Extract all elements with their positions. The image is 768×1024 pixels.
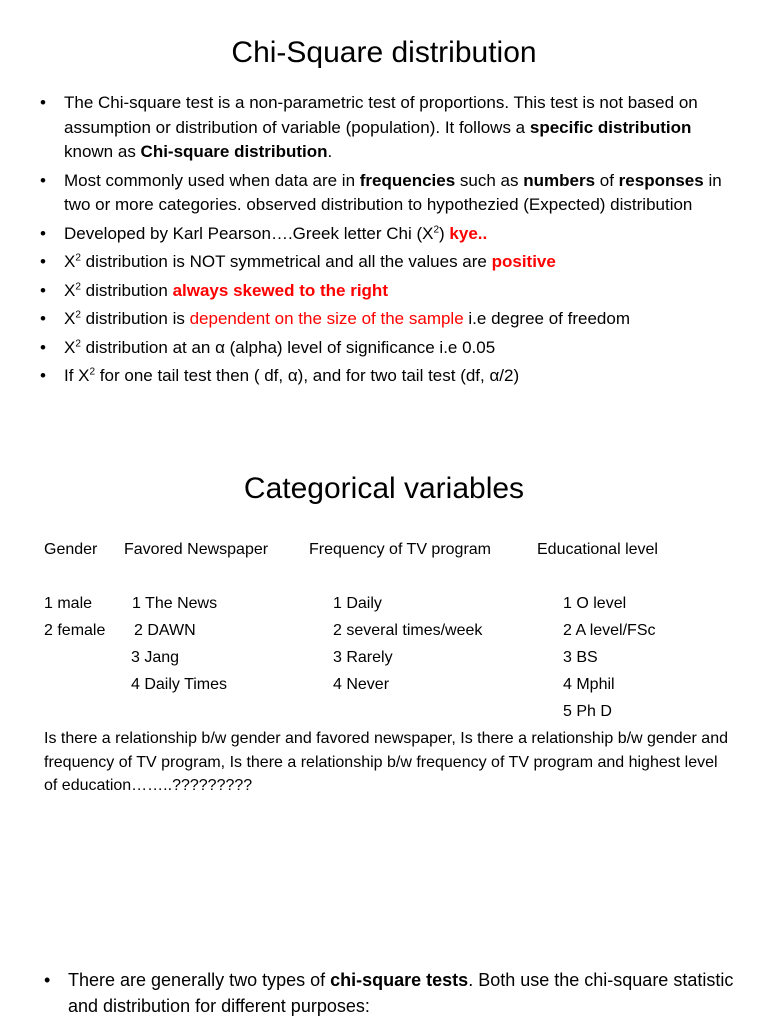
bullet-icon: • — [40, 337, 46, 357]
superscript: 2 — [75, 309, 81, 321]
gender-item: 1 male — [44, 595, 93, 612]
education-item: 1 O level — [563, 595, 627, 612]
superscript: 2 — [433, 223, 440, 235]
bullet-highlight-text: kye.. — [449, 223, 488, 243]
tv-frequency-item: 4 Never — [333, 676, 390, 693]
bullet-text: such as — [455, 170, 524, 190]
bullet-highlight-text: positive — [491, 252, 556, 271]
header-educational-level: Educational level — [537, 541, 658, 558]
bullet-item — [44, 967, 734, 1019]
bullet-text: distribution is NOT symmetrical and all the values are — [80, 252, 492, 271]
chi-square-bullet-list — [40, 91, 730, 393]
bullet-text: There are generally two types of — [68, 970, 331, 990]
bullet-text: Developed by Karl Pearson….Greek letter Chi (X — [64, 223, 434, 243]
bullet-icon: • — [40, 280, 46, 300]
superscript: 2 — [75, 252, 81, 264]
slide-title-categorical-variables: Categorical variables — [243, 472, 525, 505]
bullet-icon: • — [40, 366, 46, 385]
header-gender: Gender — [44, 541, 98, 558]
bullet-text: i.e degree of freedom — [463, 309, 630, 328]
bullet-item — [40, 222, 730, 247]
bullet-item — [40, 169, 730, 218]
newspaper-item: 1 The News — [132, 595, 218, 612]
bullet-text: X — [64, 280, 76, 300]
chi-square-tests-bullet-list — [44, 967, 734, 1019]
tv-frequency-item: 3 Rarely — [333, 649, 393, 666]
bullet-text: . Both use the chi-square statistic and distribution for different purposes: — [68, 970, 734, 1016]
bullet-text: distribution at an α (alpha) level of significance i.e 0.05 — [80, 337, 496, 357]
education-item: 4 Mphil — [563, 676, 615, 693]
tv-frequency-item: 2 several times/week — [333, 622, 483, 639]
bullet-bold-text: chi-square tests — [330, 970, 469, 990]
bullet-item — [40, 364, 730, 389]
bullet-text: Most commonly used when data are in — [64, 170, 360, 190]
bullet-icon: • — [44, 970, 51, 990]
superscript: 2 — [75, 280, 81, 292]
superscript: 2 — [89, 366, 96, 378]
education-item: 5 Ph D — [563, 703, 612, 720]
newspaper-item: 2 DAWN — [134, 622, 196, 639]
bullet-item — [40, 250, 730, 275]
bullet-text: X — [64, 252, 76, 271]
bullet-text: distribution is — [80, 309, 190, 328]
bullet-text: X — [64, 309, 76, 328]
superscript: 2 — [75, 337, 81, 349]
gender-item: 2 female — [44, 622, 106, 639]
bullet-text: ) — [439, 223, 450, 243]
newspaper-item: 4 Daily Times — [131, 676, 228, 693]
bullet-icon: • — [40, 309, 46, 328]
bullet-highlight-text: always skewed to the right — [172, 280, 388, 300]
bullet-item — [40, 279, 730, 304]
tv-frequency-item: 1 Daily — [333, 595, 382, 612]
bullet-item — [40, 336, 730, 361]
relationship-question: Is there a relationship b/w gender and favored newspaper, Is there a relationship b/w gender and frequency of TV program, Is there a relationship b/w frequency of TV program and highest level of education……..????????? — [44, 730, 728, 794]
education-item: 2 A level/FSc — [563, 622, 656, 639]
bullet-text: . — [327, 142, 333, 161]
bullet-text: X — [64, 337, 76, 357]
bullet-text: of — [595, 170, 619, 190]
bullet-icon: • — [40, 252, 46, 271]
bullet-bold-text: Chi-square distribution — [140, 142, 328, 161]
bullet-text: The Chi-square test is a non-parametric test of proportions. This test is not based on assumption or distribution of variable (population). It follows a — [64, 93, 698, 137]
bullet-bold-text: frequencies — [359, 170, 456, 190]
bullet-item — [40, 91, 730, 165]
bullet-text: in two or more categories. observed distribution to hypothezied (Expected) distribution — [64, 170, 722, 214]
education-item: 3 BS — [563, 649, 598, 666]
bullet-icon: • — [40, 223, 46, 243]
bullet-item — [40, 307, 730, 332]
bullet-highlight-text: dependent on the size of the sample — [189, 309, 464, 328]
bullet-bold-text: numbers — [523, 170, 596, 190]
bullet-icon: • — [40, 170, 46, 190]
header-tv-frequency: Frequency of TV program — [309, 541, 492, 558]
header-favored-newspaper: Favored Newspaper — [124, 541, 269, 558]
bullet-bold-text: responses — [618, 170, 704, 190]
bullet-text: known as — [64, 142, 141, 161]
bullet-icon: • — [40, 93, 46, 112]
bullet-text: If X — [64, 366, 90, 385]
slide-title-chi-square: Chi-Square distribution — [231, 36, 537, 69]
bullet-bold-text: specific distribution — [529, 117, 692, 137]
bullet-text: for one tail test then ( df, α), and for two tail test (df, α/2) — [95, 366, 520, 385]
newspaper-item: 3 Jang — [131, 649, 180, 666]
bullet-text: distribution — [80, 280, 173, 300]
